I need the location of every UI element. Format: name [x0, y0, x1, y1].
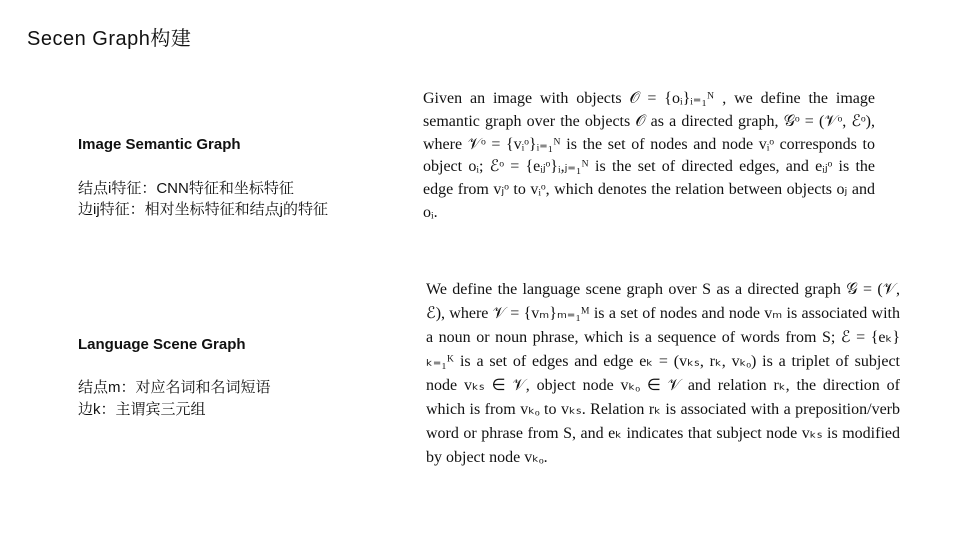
language-graph-definition [426, 278, 900, 470]
image-graph-definition-text: Given an image with objects 𝒪 = {oᵢ}ᵢ₌₁ᴺ , we define the image semantic graph over the objects 𝒪 as a directed graph, 𝒢ᵒ = (𝒱ᵒ, ℰᵒ), where 𝒱ᵒ = {vᵢᵒ}ᵢ₌₁ᴺ is the set of nodes and node vᵢᵒ corresponds to object oᵢ; ℰᵒ = {eᵢⱼᵒ}ᵢ,ⱼ₌₁ᴺ is the set of directed edges, and eᵢⱼᵒ is the edge from vⱼᵒ to vᵢᵒ, which denotes the relation between objects oⱼ and oᵢ. [423, 90, 875, 221]
language-graph-node-feature: 结点m：对应名词和名词短语 [78, 379, 271, 396]
image-graph-node-feature: 结点i特征：CNN特征和坐标特征 [78, 180, 294, 197]
language-graph-edge-feature: 边k：主谓宾三元组 [78, 401, 206, 418]
slide-title: Secen Graph构建 [27, 28, 192, 50]
image-semantic-graph-heading: Image Semantic Graph [78, 136, 241, 153]
image-graph-edge-feature: 边ij特征：相对坐标特征和结点j的特征 [78, 201, 328, 218]
language-graph-definition-text: We define the language scene graph over S as a directed graph 𝒢 = (𝒱, ℰ), where 𝒱 = {vₘ}ₘ₌₁ᴹ is a set of nodes and node vₘ is associated with a noun or noun phrase, which is a sequence of words from S; ℰ = {eₖ}ₖ₌₁ᴷ is a set of edges and edge eₖ = (vₖₛ, rₖ, vₖₒ) is a triplet of subject node vₖₛ ∈ 𝒱, object node vₖₒ ∈ 𝒱 and relation rₖ, the direction of which is from vₖₒ to vₖₛ. Relation rₖ is associated with a preposition/verb word or phrase from S, and eₖ indicates that subject node vₖₛ is modified by object node vₖₒ. [426, 281, 900, 466]
image-graph-definition [423, 88, 875, 225]
language-scene-graph-heading: Language Scene Graph [78, 336, 246, 353]
